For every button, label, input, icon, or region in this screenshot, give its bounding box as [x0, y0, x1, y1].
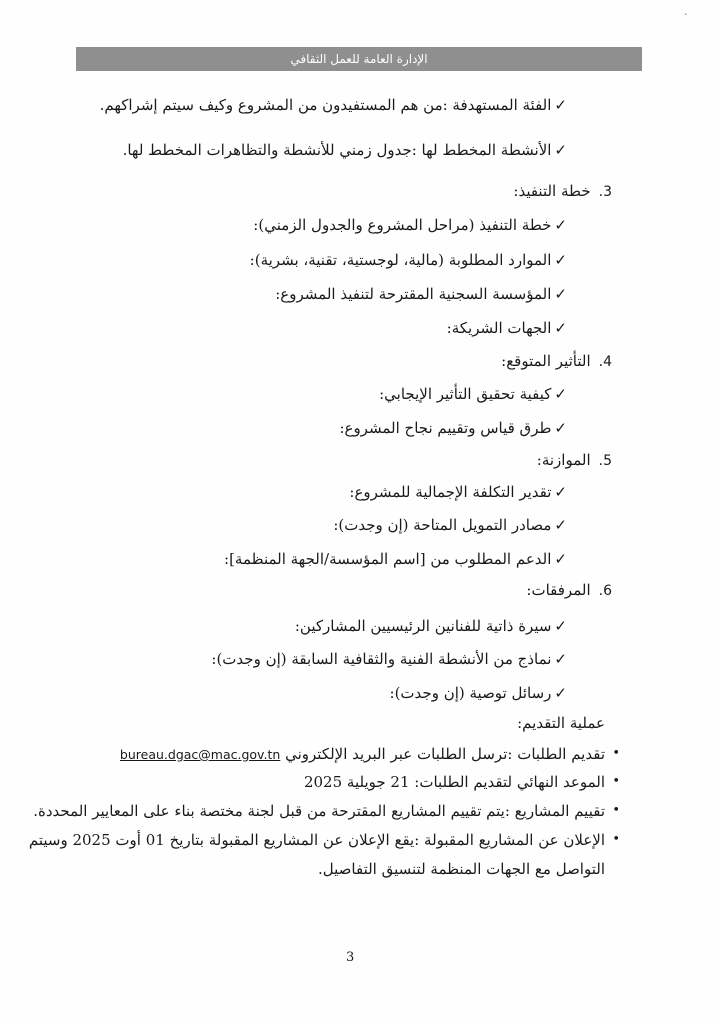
checklist-item: ✓طرق قياس وتقييم نجاح المشروع: — [339, 419, 567, 437]
checklist-item: ✓الفئة المستهدفة :من هم المستفيدون من المشروع وكيف سيتم إشراكهم. — [99, 96, 567, 114]
checklist-item: ✓تقدير التكلفة الإجمالية للمشروع: — [349, 483, 567, 501]
check-icon: ✓ — [554, 385, 567, 403]
checklist-item: ✓المؤسسة السجنية المقترحة لتنفيذ المشروع: — [275, 285, 567, 303]
check-icon: ✓ — [554, 141, 567, 159]
corner-mark: · — [684, 8, 688, 21]
checklist-item: ✓سيرة ذاتية للفنانين الرئيسيين المشاركين: — [294, 617, 567, 635]
email-address: bureau.dgac@mac.gov.tn — [119, 747, 281, 762]
section-heading: 3.خطة التنفيذ: — [513, 182, 612, 200]
checklist-item: ✓الجهات الشريكة: — [446, 319, 567, 337]
bullet-icon: • — [612, 774, 620, 789]
checklist-item: ✓الأنشطة المخطط لها :جدول زمني للأنشطة والتظاهرات المخطط لها. — [122, 141, 567, 159]
check-icon: ✓ — [554, 483, 567, 501]
check-icon: ✓ — [554, 419, 567, 437]
application-heading: عملية التقديم: — [517, 714, 605, 732]
checklist-item: ✓الدعم المطلوب من [اسم المؤسسة/الجهة المنظمة]: — [224, 550, 567, 568]
checklist-item: ✓نماذج من الأنشطة الفنية والثقافية السابقة (إن وجدت): — [211, 650, 567, 668]
announcement-line-1: الإعلان عن المشاريع المقبولة :يقع الإعلان عن المشاريع المقبولة بتاريخ 01 أوت 2025 وسيتم — [28, 831, 605, 849]
checklist-item: ✓كيفية تحقيق التأثير الإيجابي: — [379, 385, 567, 403]
check-icon: ✓ — [554, 96, 567, 114]
checklist-item: ✓الموارد المطلوبة (مالية، لوجستية، تقنية، بشرية): — [249, 251, 567, 269]
section-heading: 6.المرفقات: — [526, 581, 612, 599]
checklist-item: ✓رسائل توصية (إن وجدت): — [389, 684, 567, 702]
bullet-icon: • — [612, 803, 620, 818]
submission-text: تقديم الطلبات :ترسل الطلبات عبر البريد الإلكتروني — [285, 745, 605, 763]
header-banner: الإدارة العامة للعمل الثقافي — [76, 47, 642, 71]
announcement-line-2: التواصل مع الجهات المنظمة لتنسيق التفاصيل. — [318, 860, 605, 878]
check-icon: ✓ — [554, 216, 567, 234]
check-icon: ✓ — [554, 684, 567, 702]
announcement-continuation — [318, 859, 605, 879]
check-icon: ✓ — [554, 285, 567, 303]
check-icon: ✓ — [554, 550, 567, 568]
check-icon: ✓ — [554, 650, 567, 668]
bullet-item — [303, 772, 620, 792]
bullet-item — [33, 801, 620, 821]
check-icon: ✓ — [554, 251, 567, 269]
bullet-icon: • — [612, 746, 620, 761]
section-heading: 5.الموازنة: — [536, 451, 612, 469]
deadline-text: الموعد النهائي لتقديم الطلبات: 21 جويلية 2025 — [303, 773, 605, 791]
bullet-item — [119, 744, 620, 765]
evaluation-text: تقييم المشاريع :يتم تقييم المشاريع المقترحة من قبل لجنة مختصة بناء على المعايير المحددة. — [33, 802, 605, 820]
page-number: 3 — [346, 950, 355, 965]
checklist-item: ✓خطة التنفيذ (مراحل المشروع والجدول الزمني): — [253, 216, 567, 234]
check-icon: ✓ — [554, 516, 567, 534]
check-icon: ✓ — [554, 319, 567, 337]
bullet-item — [28, 830, 620, 850]
checklist-item: ✓مصادر التمويل المتاحة (إن وجدت): — [333, 516, 567, 534]
bullet-icon: • — [612, 832, 620, 847]
section-heading: 4.التأثير المتوقع: — [501, 352, 612, 370]
check-icon: ✓ — [554, 617, 567, 635]
